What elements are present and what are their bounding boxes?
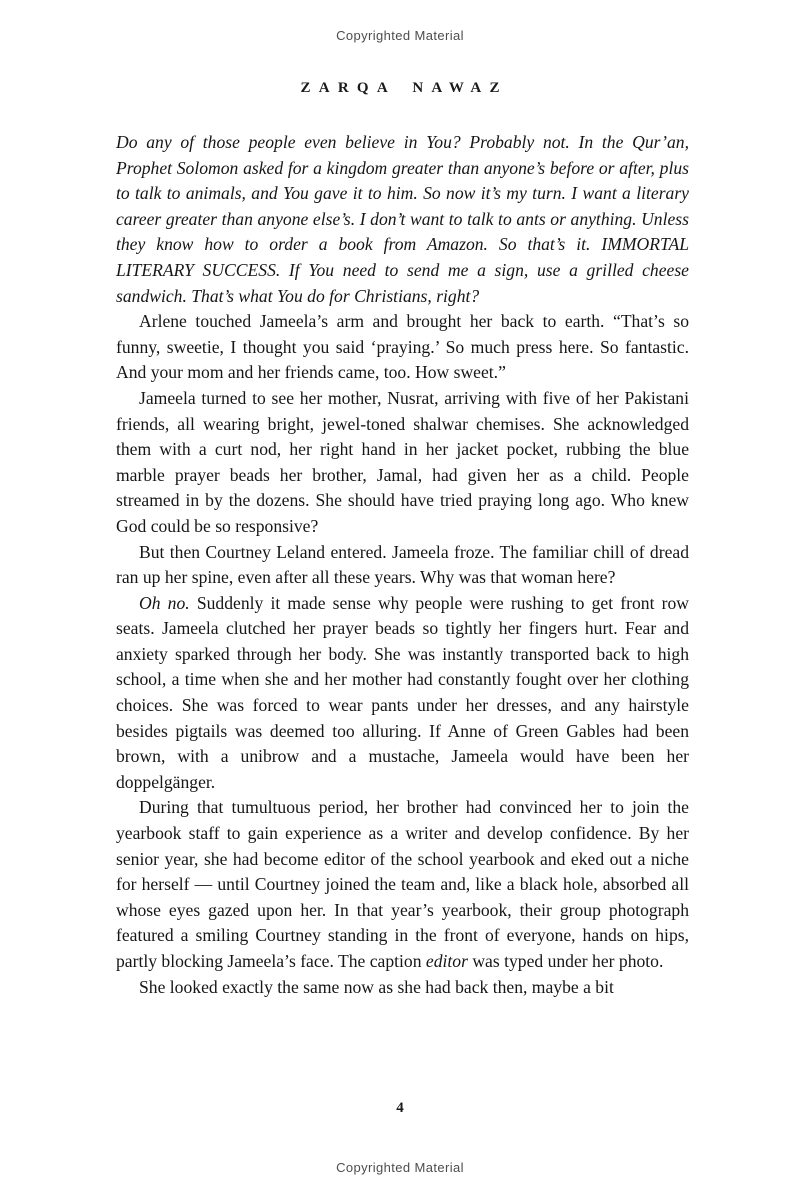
copyright-notice-top: Copyrighted Material — [336, 28, 464, 43]
paragraph — [116, 386, 689, 540]
italic-text-segment: Oh no. — [139, 592, 190, 613]
italic-text-segment: Do any of those people even believe in You? Probably not. In the Qur’an, Prophet Solomon asked for a kingdom greater than anyone’s before or after, plus to talk to animals, and You gave it to him. So now it’s my turn. I want a literary career greater than anyone else’s. I don’t want to talk to ants or anything. Unless they know how to order a book from Amazon. So that’s it. IMMORTAL LITERARY SUCCESS. If You need to send me a sign, use a grilled cheese sandwich. That’s what You do for Christians, right? — [116, 132, 689, 306]
paragraph — [116, 130, 689, 309]
text-segment: Arlene touched Jameela’s arm and brought her back to earth. “That’s so funny, sweetie, I thought you said ‘praying.’ So much press here. So fantastic. And your mom and her friends came, too. How sweet.” — [116, 311, 689, 383]
copyright-notice-bottom: Copyrighted Material — [336, 1160, 464, 1175]
author-name: ZARQA NAWAZ — [300, 80, 508, 96]
text-segment: She looked exactly the same now as she had back then, maybe a bit — [139, 976, 614, 997]
text-segment: Jameela turned to see her mother, Nusrat, arriving with five of her Pakistani friends, all wearing bright, jewel-toned shalwar chemises. She acknowledged them with a curt nod, her right hand in her jacket pocket, rubbing the blue marble prayer beads her brother, Jamal, had given her as a child. People streamed in by the dozens. She should have tried praying long ago. Who knew God could be so responsive? — [116, 387, 689, 536]
text-segment: During that tumultuous period, her brother had convinced her to join the yearbook staff to gain experience as a writer and develop confidence. By her senior year, she had become editor of the school yearbook and eked out a niche for herself — until Courtney joined the team and, like a black hole, absorbed all whose eyes gazed upon her. In that year’s yearbook, their group photograph featured a smiling Courtney standing in the front of everyone, hands on hips, partly blocking Jameela’s face. The caption — [116, 797, 689, 971]
page-body — [116, 130, 689, 1000]
text-segment: was typed under her photo. — [467, 951, 664, 971]
italic-text-segment: editor — [425, 951, 468, 971]
paragraph — [116, 309, 689, 386]
paragraph — [116, 975, 689, 1001]
text-segment: Suddenly it made sense why people were rushing to get front row seats. Jameela clutched her prayer beads so tightly her fingers hurt. Fear and anxiety sparked through her body. She was instantly transported back to high school, a time when she and her mother had constantly fought over her clothing choices. She was forced to wear pants under her dresses, and any hairstyle besides pigtails was deemed too alluring. If Anne of Green Gables had been brown, with a unibrow and a mustache, Jameela would have been her doppelgänger. — [116, 592, 689, 792]
text-segment: But then Courtney Leland entered. Jameela froze. The familiar chill of dread ran up her spine, even after all these years. Why was that woman here? — [116, 541, 689, 588]
paragraph — [116, 795, 689, 974]
paragraph — [116, 540, 689, 591]
paragraph — [116, 591, 689, 796]
page-number: 4 — [396, 1100, 404, 1116]
